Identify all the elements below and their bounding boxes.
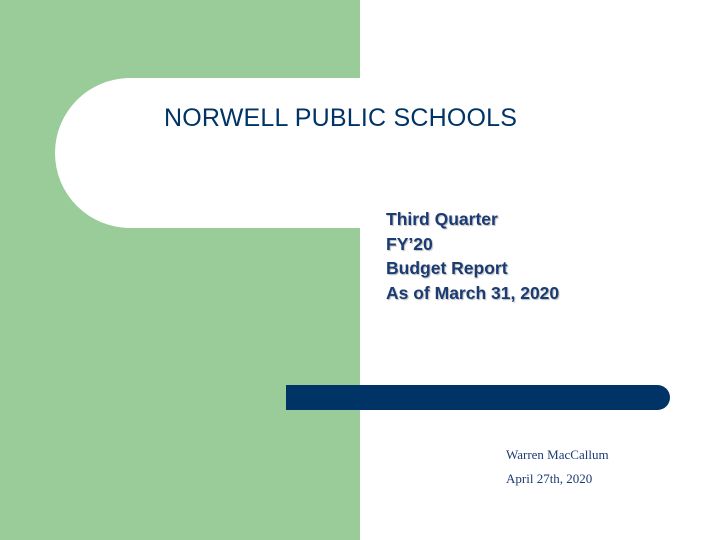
subtitle-line-as-of-date: As of March 31, 2020 bbox=[386, 282, 560, 303]
title-banner bbox=[55, 78, 720, 228]
slide-title: NORWELL PUBLIC SCHOOLS bbox=[164, 104, 518, 132]
subtitle-line-quarter: Third Quarter bbox=[386, 209, 498, 229]
subtitle-line-report: Budget Report bbox=[386, 258, 508, 278]
decorative-accent-bar bbox=[286, 385, 670, 410]
subtitle-line-fiscal-year: FY’20 bbox=[386, 233, 433, 254]
presenter-name: Warren MacCallum bbox=[506, 447, 609, 462]
subtitle-block bbox=[386, 207, 559, 305]
presentation-date: April 27th, 2020 bbox=[506, 471, 593, 486]
presenter-block bbox=[506, 443, 609, 491]
